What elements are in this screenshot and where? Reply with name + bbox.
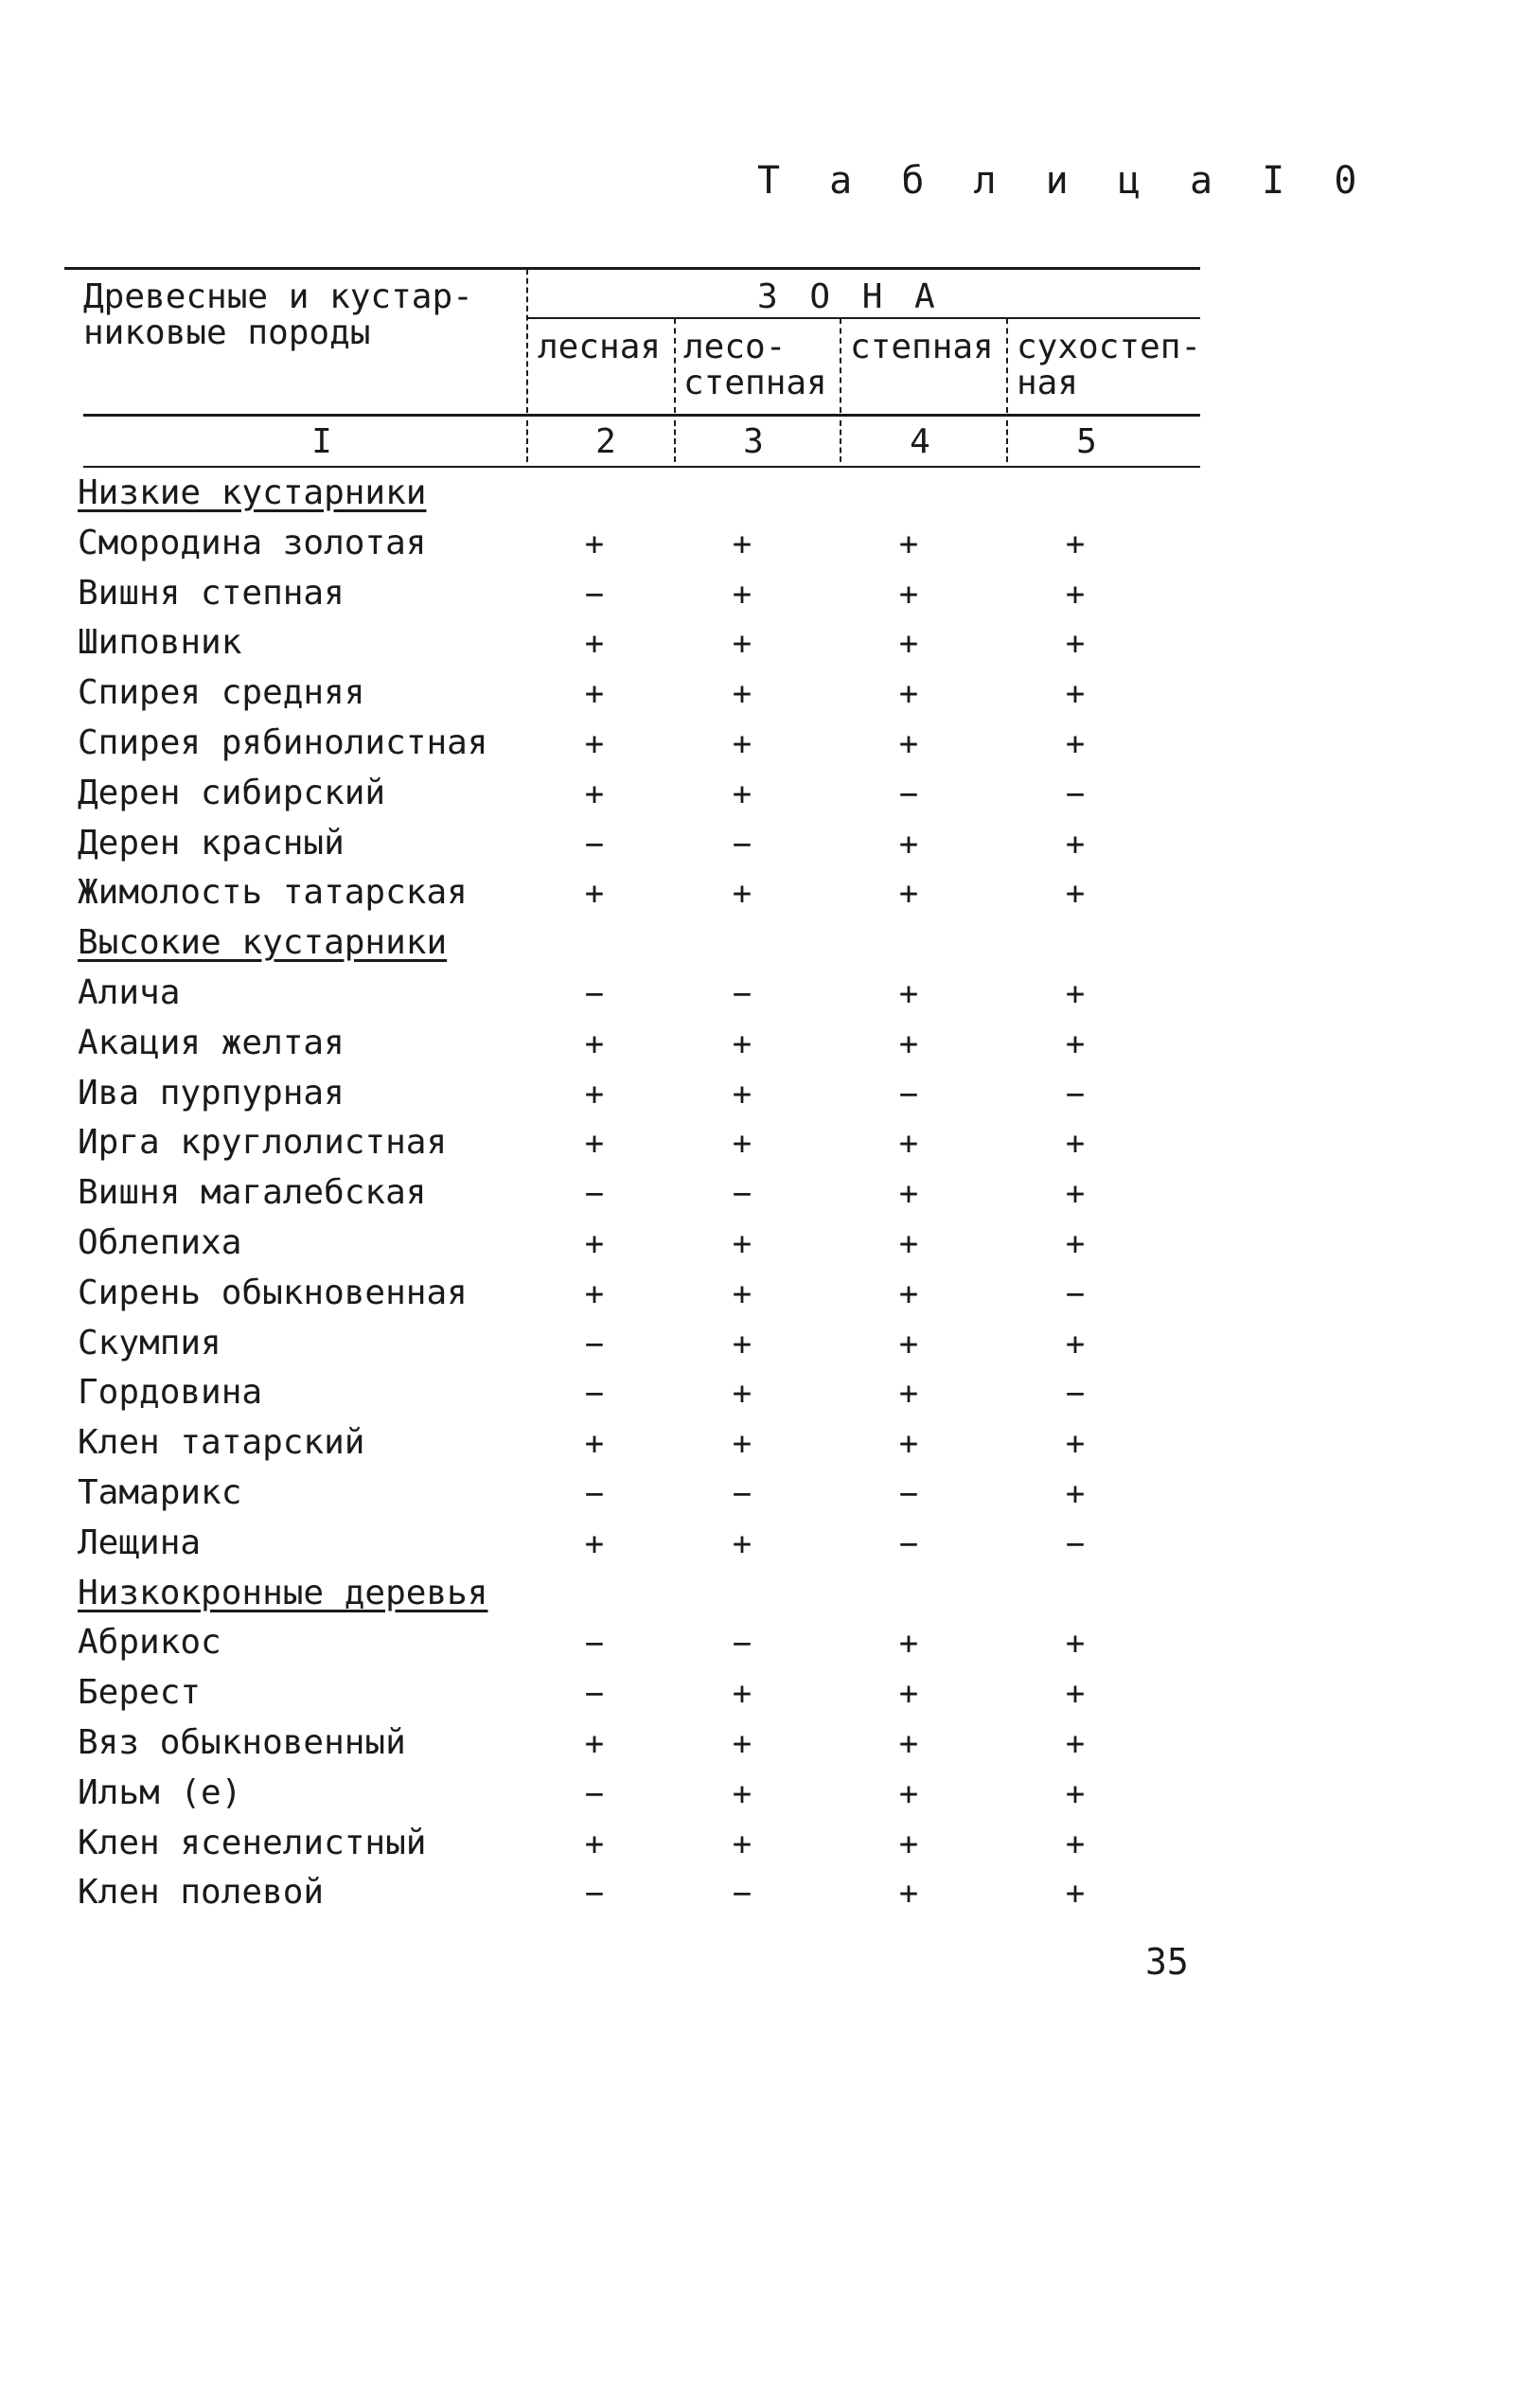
zone-mark: +: [1065, 1774, 1086, 1813]
zone-mark: +: [1065, 875, 1086, 914]
species-name: Ива пурпурная: [78, 1073, 345, 1113]
species-name: Шиповник: [78, 623, 242, 663]
table-row: [78, 1373, 1213, 1422]
zone-mark: +: [898, 1325, 919, 1363]
zone-mark: −: [732, 975, 752, 1013]
species-name: Клен ясенелистный: [78, 1823, 427, 1862]
zone-mark: −: [1065, 1524, 1086, 1563]
section-heading-row: [78, 923, 1213, 972]
table-row: [78, 873, 1213, 922]
divider-col3-num: [840, 420, 841, 462]
zone-mark: +: [732, 525, 752, 563]
zone-mark: +: [1065, 1725, 1086, 1763]
zone-mark: +: [584, 1524, 605, 1563]
table-row: [78, 574, 1213, 623]
zone-mark: −: [584, 1175, 605, 1214]
species-name: Жимолость татарская: [78, 873, 468, 913]
zone-mark: +: [898, 1225, 919, 1263]
zone-mark: +: [732, 1725, 752, 1763]
zone-mark: +: [1065, 825, 1086, 864]
zone-mark: −: [1065, 1274, 1086, 1313]
zone-mark: +: [898, 975, 919, 1013]
table-row: [78, 1074, 1213, 1123]
species-name: Клен полевой: [78, 1873, 325, 1913]
zone-mark: +: [1065, 1125, 1086, 1164]
zone-mark: −: [732, 825, 752, 864]
zone-mark: +: [732, 1225, 752, 1263]
zone-mark: +: [1065, 1175, 1086, 1214]
zone-mark: +: [732, 775, 752, 813]
zone-mark: −: [732, 1875, 752, 1914]
table-row: [78, 1173, 1213, 1222]
zone-mark: +: [1065, 1675, 1086, 1714]
species-name: Дерен сибирский: [78, 773, 386, 812]
zone-mark: +: [584, 675, 605, 714]
zone-mark: −: [898, 775, 919, 813]
zone-mark: +: [898, 1175, 919, 1214]
section-heading: Низкие кустарники: [78, 473, 427, 512]
species-name: Берест: [78, 1673, 202, 1713]
zone-mark: +: [584, 1425, 605, 1464]
species-name: Дерен красный: [78, 823, 345, 863]
zone-mark: +: [584, 525, 605, 563]
zone-mark: +: [898, 725, 919, 763]
zone-mark: −: [584, 1774, 605, 1813]
table-row: [78, 1723, 1213, 1772]
table-row: [78, 623, 1213, 672]
col-number-4: 4: [910, 422, 930, 461]
zone-mark: +: [584, 625, 605, 664]
zone-mark: +: [584, 1225, 605, 1263]
zone-mark: −: [1065, 1375, 1086, 1414]
zone-mark: −: [584, 1325, 605, 1363]
zone-mark: +: [584, 725, 605, 763]
species-name: Смородина золотая: [78, 523, 427, 562]
col-header-dry-steppe: сухостеп- ная: [1017, 328, 1202, 402]
species-name: Вяз обыкновенный: [78, 1723, 406, 1762]
divider-species-num: [526, 420, 528, 462]
zone-mark: +: [732, 725, 752, 763]
table-row: [78, 1773, 1213, 1823]
table-row: [78, 1223, 1213, 1273]
species-name: Клен татарский: [78, 1423, 365, 1463]
species-name: Ирга круглолистная: [78, 1123, 448, 1163]
zone-mark: −: [732, 1625, 752, 1664]
divider-col2: [674, 318, 676, 413]
species-name: Абрикос: [78, 1623, 221, 1663]
zone-mark: +: [732, 675, 752, 714]
table-row: [78, 673, 1213, 722]
divider-col4-num: [1006, 420, 1008, 462]
species-name: Вишня степная: [78, 573, 345, 613]
section-heading-row: [78, 473, 1213, 523]
table-row: [78, 1423, 1213, 1472]
zone-mark: +: [732, 1425, 752, 1464]
zone-mark: −: [1065, 1075, 1086, 1113]
zone-mark: +: [1065, 1825, 1086, 1863]
zone-mark: +: [584, 875, 605, 914]
zone-mark: +: [898, 525, 919, 563]
table-row: [78, 723, 1213, 773]
zone-mark: −: [732, 1475, 752, 1513]
col-header-forest-steppe: лесо- степная: [683, 328, 827, 402]
zone-mark: +: [584, 775, 605, 813]
zone-mark: −: [584, 825, 605, 864]
table-row: [78, 1123, 1213, 1172]
col-number-2: 2: [595, 422, 616, 461]
zone-mark: +: [584, 1825, 605, 1863]
species-name: Облепиха: [78, 1223, 242, 1262]
species-column-header: Древесные и кустар- никовые породы: [83, 277, 473, 352]
zone-mark: +: [898, 1625, 919, 1664]
zone-mark: −: [584, 975, 605, 1013]
zone-mark: −: [898, 1475, 919, 1513]
zone-mark: +: [1065, 675, 1086, 714]
zone-mark: +: [732, 1375, 752, 1414]
zone-mark: +: [898, 1375, 919, 1414]
species-name: Тамарикс: [78, 1473, 242, 1512]
zone-mark: +: [898, 1875, 919, 1914]
zone-mark: +: [732, 1024, 752, 1063]
zone-mark: +: [732, 1675, 752, 1714]
table-row: [78, 774, 1213, 823]
zone-mark: +: [1065, 1875, 1086, 1914]
species-name: Спирея рябинолистная: [78, 723, 488, 762]
zone-mark: +: [732, 1774, 752, 1813]
section-heading: Низкокронные деревья: [78, 1573, 488, 1612]
species-name: Алича: [78, 973, 181, 1012]
species-name: Ильм (е): [78, 1772, 242, 1812]
species-name: Вишня магалебская: [78, 1173, 427, 1213]
species-name: Сирень обыкновенная: [78, 1273, 468, 1312]
divider-col2-num: [674, 420, 676, 462]
zone-underline: [528, 317, 1200, 319]
numbers-bottom-rule: [83, 466, 1200, 468]
divider-col3: [840, 318, 841, 413]
col-number-1: I: [311, 422, 332, 461]
zone-mark: −: [584, 1475, 605, 1513]
zone-mark: −: [584, 1675, 605, 1714]
zone-mark: +: [732, 1075, 752, 1113]
table-caption: Т а б л и ц а I 0: [757, 159, 1371, 203]
header-bottom-rule: [83, 414, 1200, 417]
table-row: [78, 1623, 1213, 1672]
zone-mark: −: [898, 1075, 919, 1113]
zone-mark: +: [898, 625, 919, 664]
zone-mark: +: [898, 1125, 919, 1164]
zone-mark: +: [898, 1425, 919, 1464]
zone-mark: +: [1065, 1475, 1086, 1513]
zone-mark: +: [898, 1774, 919, 1813]
zone-mark: +: [898, 875, 919, 914]
zone-mark: −: [732, 1175, 752, 1214]
species-name: Лещина: [78, 1522, 202, 1562]
zone-mark: −: [584, 575, 605, 614]
zone-mark: +: [732, 1825, 752, 1863]
section-heading: Высокие кустарники: [78, 923, 448, 963]
zone-mark: +: [732, 1274, 752, 1313]
zone-mark: +: [732, 1125, 752, 1164]
zone-mark: +: [898, 1274, 919, 1313]
table-row: [78, 1273, 1213, 1323]
zone-mark: +: [1065, 1625, 1086, 1664]
zone-mark: +: [1065, 625, 1086, 664]
zone-header: З О Н А: [757, 277, 941, 316]
zone-mark: +: [1065, 725, 1086, 763]
species-name: Скумпия: [78, 1323, 221, 1362]
table-row: [78, 824, 1213, 873]
table-row: [78, 1873, 1213, 1922]
zone-mark: +: [584, 1024, 605, 1063]
zone-mark: +: [732, 625, 752, 664]
zone-mark: +: [1065, 1225, 1086, 1263]
table-row: [78, 1673, 1213, 1722]
zone-mark: +: [898, 575, 919, 614]
species-name: Акация желтая: [78, 1023, 345, 1062]
zone-mark: +: [898, 1675, 919, 1714]
zone-mark: +: [898, 1825, 919, 1863]
zone-mark: −: [584, 1875, 605, 1914]
zone-mark: −: [584, 1625, 605, 1664]
table-row: [78, 1824, 1213, 1873]
col-header-forest: лесная: [538, 328, 662, 366]
table-row: [78, 524, 1213, 573]
top-rule: [64, 267, 1200, 270]
zone-mark: +: [732, 1524, 752, 1563]
zone-mark: −: [584, 1375, 605, 1414]
table-row: [78, 1024, 1213, 1073]
col-header-steppe: степная: [850, 328, 994, 366]
zone-mark: +: [898, 675, 919, 714]
zone-mark: −: [1065, 775, 1086, 813]
table-row: [78, 973, 1213, 1023]
zone-mark: +: [584, 1125, 605, 1164]
species-name: Спирея средняя: [78, 673, 365, 713]
species-name: Гордовина: [78, 1373, 263, 1413]
zone-mark: +: [732, 1325, 752, 1363]
divider-col4: [1006, 318, 1008, 413]
section-heading-row: [78, 1574, 1213, 1623]
zone-mark: +: [732, 875, 752, 914]
table-row: [78, 1324, 1213, 1373]
zone-mark: +: [1065, 1325, 1086, 1363]
table-row: [78, 1523, 1213, 1573]
zone-mark: +: [732, 575, 752, 614]
col-number-5: 5: [1076, 422, 1097, 461]
zone-mark: +: [1065, 525, 1086, 563]
zone-mark: +: [1065, 1425, 1086, 1464]
zone-mark: +: [898, 1024, 919, 1063]
zone-mark: +: [1065, 575, 1086, 614]
zone-mark: +: [1065, 975, 1086, 1013]
zone-mark: +: [584, 1075, 605, 1113]
table-row: [78, 1473, 1213, 1522]
zone-mark: −: [898, 1524, 919, 1563]
page-number: 35: [1145, 1941, 1189, 1983]
zone-mark: +: [584, 1274, 605, 1313]
zone-mark: +: [898, 825, 919, 864]
zone-mark: +: [584, 1725, 605, 1763]
col-number-3: 3: [743, 422, 764, 461]
divider-species: [526, 269, 528, 413]
zone-mark: +: [898, 1725, 919, 1763]
zone-mark: +: [1065, 1024, 1086, 1063]
